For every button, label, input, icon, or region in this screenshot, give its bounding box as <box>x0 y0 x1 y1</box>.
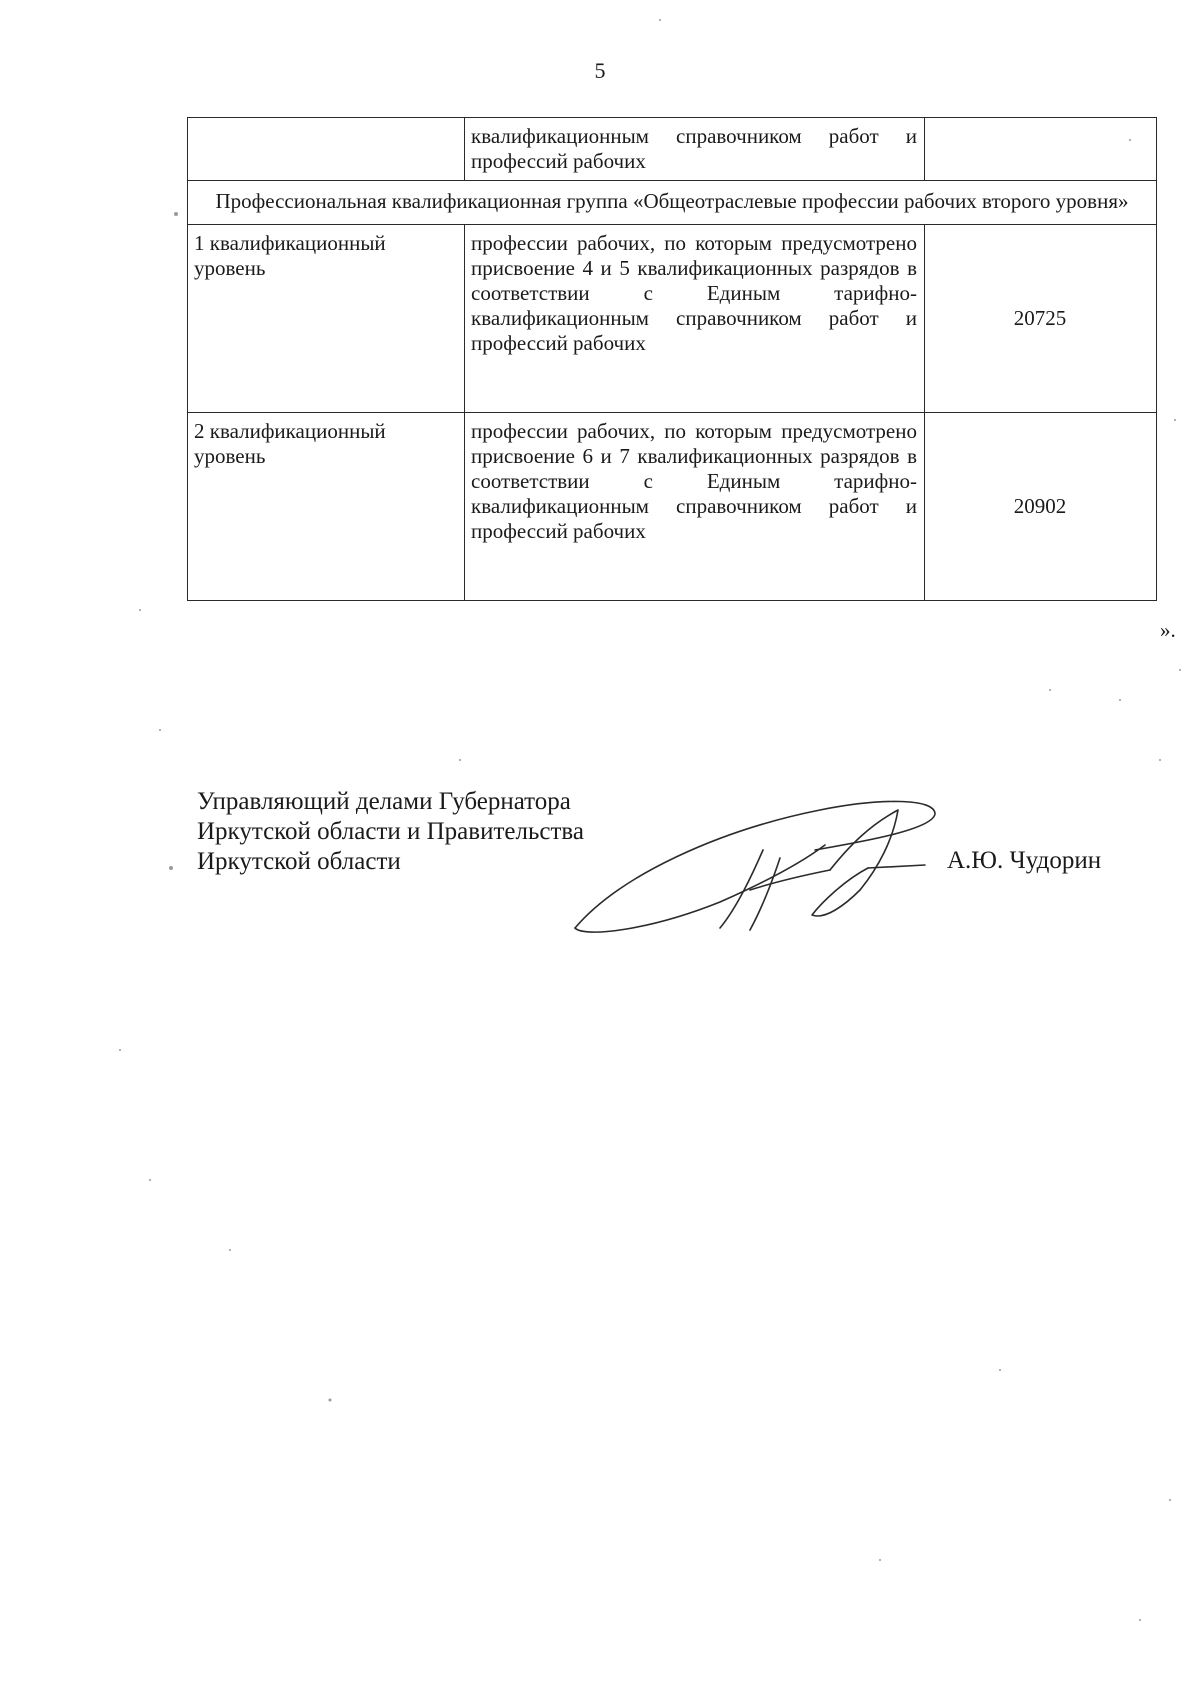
closing-quote-mark: ». <box>1160 618 1176 642</box>
table-cell-value <box>925 118 1157 181</box>
group-header: Профессиональная квалификационная группа «Общеотраслевые профессии рабочих второго уровня» <box>188 181 1157 225</box>
signatory-position-line: Иркутской области и Правительства <box>197 818 584 845</box>
signatory-position-line: Иркутской области <box>197 848 401 875</box>
handwritten-signature <box>560 780 960 940</box>
signatory-name: А.Ю. Чудорин <box>947 847 1102 874</box>
table-cell-description: квалификационным справочником работ и профессий рабочих <box>465 118 925 181</box>
signatory-position-line: Управляющий делами Губернатора <box>197 788 571 815</box>
table-cell-level: 1 квалификационный уровень <box>188 225 465 413</box>
table-row-group-header <box>188 181 1157 225</box>
signatory-position <box>197 787 584 877</box>
table-cell-value: 20725 <box>925 225 1157 413</box>
table-cell-description: профессии рабочих, по которым предусмотрено присвоение 4 и 5 квалификационных разрядов в соответствии с Единым тарифно-квалификационным справочником работ и профессий рабочих <box>465 225 925 413</box>
table-cell-value: 20902 <box>925 413 1157 601</box>
table-row <box>188 118 1157 181</box>
table-cell-description: профессии рабочих, по которым предусмотрено присвоение 6 и 7 квалификационных разрядов в соответствии с Единым тарифно-квалификационным справочником работ и профессий рабочих <box>465 413 925 601</box>
table-row <box>188 413 1157 601</box>
page-number: 5 <box>594 58 606 83</box>
table-cell-level: 2 квалификационный уровень <box>188 413 465 601</box>
table-row <box>188 225 1157 413</box>
table-cell-level <box>188 118 465 181</box>
qualification-table <box>187 117 1157 601</box>
